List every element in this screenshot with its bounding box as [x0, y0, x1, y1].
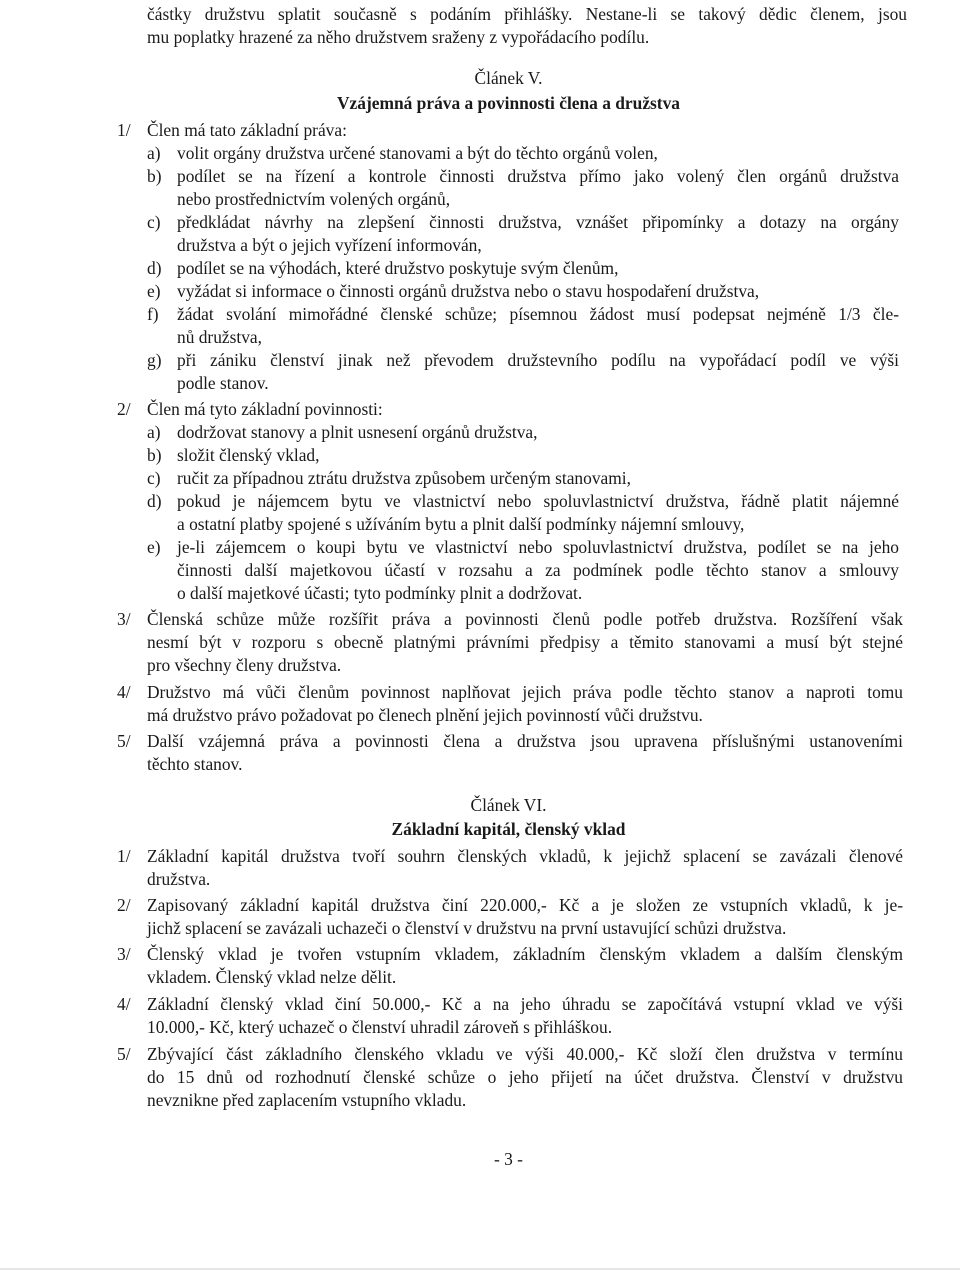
paragraph-text: Zbývající část základního členského vkladu ve výši 40.000,- Kč složí člen družstva v termínu — [147, 1044, 903, 1064]
intro-line-1: částky družstvu splatit současně s podáním přihlášky. Nestane-li se takový dědic členem, jsou — [147, 4, 907, 24]
list-item-text: podle stanov. — [177, 373, 269, 393]
paragraph-text: jichž splacení se zavázali uchazeči o členství v družstvu na první ustavující schůzi družstva. — [147, 918, 787, 938]
list-item-text: při zániku členství jinak než převodem družstevního podílu na vypořádací podíl ve výši — [177, 350, 899, 370]
article-6-label: Článek VI. — [470, 795, 547, 815]
list-item-text: podílet se na výhodách, které družstvo poskytuje svým členům, — [177, 258, 619, 278]
paragraph-number: 1/ — [117, 846, 131, 866]
page-number: - 3 - — [494, 1149, 523, 1169]
list-item-text: předkládat návrhy na zlepšení činnosti družstva, vznášet připomínky a dotazy na orgány — [177, 212, 899, 232]
list-item-text: nebo prostřednictvím volených orgánů, — [177, 189, 451, 209]
list-item-letter: a) — [147, 422, 161, 442]
list-item-text: nů družstva, — [177, 327, 263, 347]
paragraph-number: 2/ — [117, 399, 131, 419]
list-item-text: družstva a být o jejich vyřízení informován, — [177, 235, 482, 255]
paragraph-text: Zapisovaný základní kapitál družstva činí 220.000,- Kč a je složen ze vstupních vkladů, k je- — [147, 895, 903, 915]
paragraph-text: Základní kapitál družstva tvoří souhrn členských vkladů, k jejichž splacení se zavázali členové — [147, 846, 903, 866]
list-item-text: o další majetkové účasti; tyto podmínky plnit a dodržovat. — [177, 583, 583, 603]
paragraph-lead: Člen má tyto základní povinnosti: — [147, 399, 383, 419]
paragraph-text: má družstvo právo požadovat po členech plnění jejich povinností vůči družstvu. — [147, 705, 703, 725]
list-item-letter: b) — [147, 445, 162, 465]
list-item-text: podílet se na řízení a kontrole činnosti družstva přímo jako volený člen orgánů družstva — [177, 166, 899, 186]
list-item-text: volit orgány družstva určené stanovami a být do těchto orgánů volen, — [177, 143, 658, 163]
list-item-text: složit členský vklad, — [177, 445, 320, 465]
paragraph-text: pro všechny členy družstva. — [147, 655, 342, 675]
paragraph-number: 5/ — [117, 731, 131, 751]
paragraph-text: do 15 dnů od rozhodnutí členské schůze o jeho přijetí na účet družstva. Členství v družstvu — [147, 1067, 903, 1087]
list-item-text: žádat svolání mimořádné členské schůze; písemnou žádost musí podepsat nejméně 1/3 čle- — [177, 304, 899, 324]
list-item-letter: g) — [147, 350, 162, 370]
paragraph-text: družstva. — [147, 869, 211, 889]
scan-edge-divider — [0, 1268, 960, 1270]
paragraph-text: těchto stanov. — [147, 754, 243, 774]
paragraph-text: Základní členský vklad činí 50.000,- Kč a na jeho úhradu se započítává vstupní vklad ve výši — [147, 994, 903, 1014]
list-item-letter: d) — [147, 258, 162, 278]
paragraph-number: 4/ — [117, 994, 131, 1014]
list-item-letter: c) — [147, 468, 161, 488]
paragraph-lead: Člen má tato základní práva: — [147, 120, 347, 140]
paragraph-number: 3/ — [117, 944, 131, 964]
paragraph-number: 1/ — [117, 120, 131, 140]
list-item-letter: e) — [147, 537, 161, 557]
paragraph-number: 2/ — [117, 895, 131, 915]
paragraph-text: Členská schůze může rozšířit práva a povinnosti členů podle potřeb družstva. Rozšíření však — [147, 609, 903, 629]
list-item-text: činnosti další majetkovou účastí v rozsahu a za podmínek podle těchto stanov a smlouvy — [177, 560, 899, 580]
article-6-title: Základní kapitál, členský vklad — [391, 819, 626, 839]
list-item-text: je-li zájemcem o koupi bytu ve vlastnictví nebo spoluvlastnictví družstva, podílet se na jeho — [177, 537, 899, 557]
list-item-text: dodržovat stanovy a plnit usnesení orgánů družstva, — [177, 422, 538, 442]
paragraph-number: 4/ — [117, 682, 131, 702]
list-item-letter: e) — [147, 281, 161, 301]
paragraph-text: Další vzájemná práva a povinnosti člena a družstva jsou upravena příslušnými ustanoveními — [147, 731, 903, 751]
paragraph-text: vkladem. Členský vklad nelze dělit. — [147, 967, 397, 987]
list-item-letter: a) — [147, 143, 161, 163]
list-item-text: pokud je nájemcem bytu ve vlastnictví nebo spoluvlastnictví družstva, řádně platit nájemné — [177, 491, 899, 511]
list-item-text: a ostatní platby spojené s užíváním bytu a plnit další podmínky nájemní smlouvy, — [177, 514, 745, 534]
paragraph-text: nesmí být v rozporu s obecně platnými právními předpisy a těmito stanovami a musí být stejné — [147, 632, 903, 652]
paragraph-number: 5/ — [117, 1044, 131, 1064]
paragraph-text: 10.000,- Kč, který uchazeč o členství uhradil zároveň s přihláškou. — [147, 1017, 613, 1037]
article-5-title: Vzájemná práva a povinnosti člena a družstva — [337, 93, 680, 113]
list-item-letter: b) — [147, 166, 162, 186]
paragraph-text: Družstvo má vůči členům povinnost naplňovat jejich práva podle těchto stanov a naproti tomu — [147, 682, 903, 702]
paragraph-number: 3/ — [117, 609, 131, 629]
paragraph-text: Členský vklad je tvořen vstupním vkladem, základním členským vkladem a dalším členským — [147, 944, 903, 964]
paragraph-text: nevznikne před zaplacením vstupního vkladu. — [147, 1090, 467, 1110]
list-item-letter: c) — [147, 212, 161, 232]
article-5-label: Článek V. — [474, 68, 543, 88]
list-item-text: vyžádat si informace o činnosti orgánů družstva nebo o stavu hospodaření družstva, — [177, 281, 760, 301]
list-item-text: ručit za případnou ztrátu družstva způsobem určeným stanovami, — [177, 468, 631, 488]
list-item-letter: d) — [147, 491, 162, 511]
intro-line-2: mu poplatky hrazené za něho družstvem sraženy z vypořádacího podílu. — [147, 27, 650, 47]
list-item-letter: f) — [147, 304, 159, 324]
